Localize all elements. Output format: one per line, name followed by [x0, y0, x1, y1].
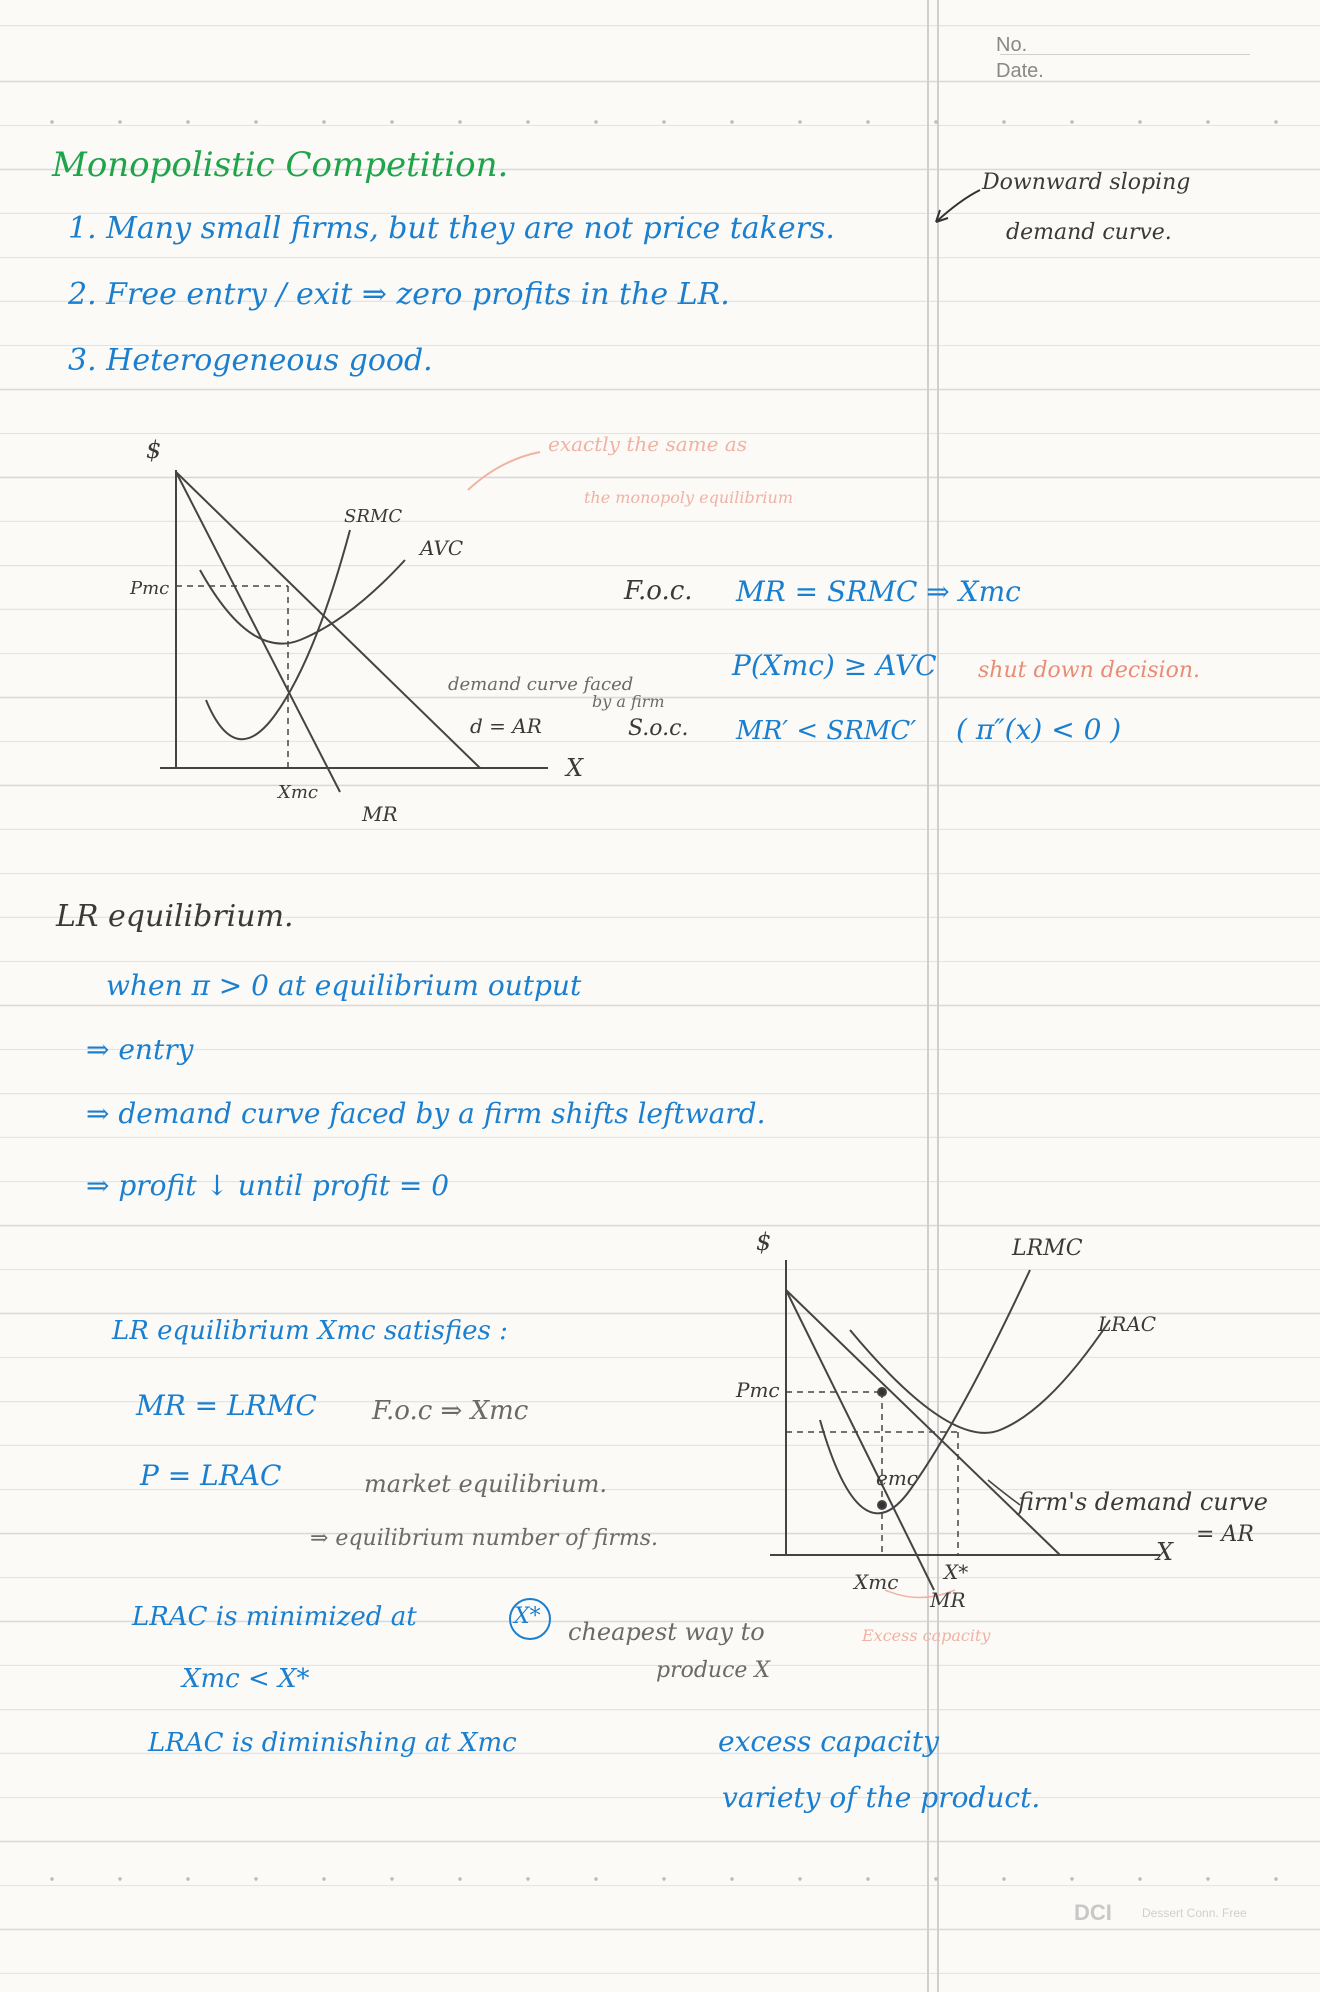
lr-heading: LR equilibrium. [56, 899, 294, 934]
lr-line-2: ⇒ entry [86, 1033, 194, 1066]
graph2-x-label: X [1156, 1538, 1174, 1566]
graph1-avc-label: AVC [420, 536, 464, 560]
monopoly-note-1: exactly the same as [548, 432, 747, 456]
graph2-demand-label-1: firm's demand curve [1018, 1488, 1268, 1516]
footer-brand: Dessert Conn. Free [1142, 1906, 1247, 1920]
graph1-avc-curve [200, 560, 405, 644]
graph1-p-label: Pmc [130, 578, 170, 599]
lr-line-4: ⇒ profit ↓ until profit = 0 [86, 1169, 450, 1202]
lr-condition-2-note: market equilibrium. [364, 1470, 607, 1498]
monopoly-note-arrow [468, 452, 540, 490]
lrac-diminishing: LRAC is diminishing at Xmc [148, 1728, 517, 1758]
point-2: 2. Free entry / exit ⇒ zero profits in the LR. [68, 277, 730, 312]
lr-condition-2: P = LRAC [140, 1459, 282, 1492]
lr-line-1: when π > 0 at equilibrium output [106, 969, 582, 1002]
foc-equation: MR = SRMC ⇒ Xmc [736, 575, 1021, 608]
xmc-less-xstar: Xmc < X* [182, 1664, 310, 1694]
soc-second-derivative: ( π″(x) < 0 ) [956, 713, 1122, 746]
graph2-xstar-label: X* [944, 1560, 969, 1584]
foc-label: F.o.c. [624, 576, 693, 606]
lr-line-3: ⇒ demand curve faced by a firm shifts leftward. [86, 1097, 766, 1130]
graph2-emc-label: emc [876, 1466, 919, 1490]
side-note-line1: Downward sloping [982, 170, 1191, 195]
graph1-srmc-curve [206, 530, 350, 739]
side-note-line2: demand curve. [1006, 220, 1172, 245]
soc-equation: MR′ < SRMC′ [736, 716, 917, 746]
graph1-demand-note-2: by a firm [592, 692, 665, 711]
cheapest-note-1: cheapest way to [568, 1618, 765, 1646]
graph1-mr-label: MR [362, 802, 398, 826]
graph1-y-label: $ [146, 436, 162, 464]
graph2-tangency-point [878, 1388, 886, 1396]
no-label: No. [996, 34, 1028, 56]
x-star-label: X* [514, 1604, 541, 1629]
date-label: Date. [996, 60, 1044, 82]
graph1-srmc-label: SRMC [344, 506, 403, 527]
side-note-arrow [936, 190, 980, 222]
graph2-lrmc-label: LRMC [1012, 1236, 1083, 1261]
graph2-lrac-curve [850, 1320, 1110, 1433]
variety-of-product: variety of the product. [722, 1781, 1041, 1814]
graph2-demand-label-2: = AR [1196, 1522, 1254, 1547]
graph2-lrac-label: LRAC [1098, 1312, 1157, 1336]
graph2-lrmc-curve [820, 1270, 1030, 1513]
graph-2 [770, 1260, 1160, 1598]
graph2-mr-line [786, 1290, 934, 1594]
lr-condition-1: MR = LRMC [136, 1389, 317, 1422]
graph2-emc-point [878, 1501, 886, 1509]
footer-logo: DCI [1074, 1900, 1112, 1925]
shutdown-condition: P(Xmc) ≥ AVC [732, 649, 937, 682]
lr-condition-2-result: ⇒ equilibrium number of firms. [310, 1526, 658, 1551]
graph2-xmc-label: Xmc [854, 1570, 899, 1594]
lr-condition-1-note: F.o.c ⇒ Xmc [372, 1396, 529, 1426]
graph1-xmc-label: Xmc [278, 782, 318, 803]
cheapest-note-2: produce X [656, 1658, 771, 1683]
excess-capacity: excess capacity [718, 1725, 939, 1758]
monopoly-note-2: the monopoly equilibrium [584, 488, 793, 507]
lr-min-line: LRAC is minimized at [132, 1602, 417, 1632]
point-1: 1. Many small firms, but they are not price takers. [68, 211, 835, 246]
graph2-excess-label: Excess capacity [862, 1626, 991, 1645]
page-title: Monopolistic Competition. [52, 145, 509, 185]
soc-label: S.o.c. [628, 716, 689, 741]
shutdown-note: shut down decision. [978, 658, 1200, 683]
graph1-demand-line [176, 472, 480, 768]
point-3: 3. Heterogeneous good. [68, 343, 433, 378]
graph1-x-label: X [566, 754, 584, 782]
lr-satisfies: LR equilibrium Xmc satisfies : [112, 1316, 508, 1346]
graph2-y-label: $ [756, 1228, 772, 1256]
graph2-p-label: Pmc [736, 1378, 780, 1402]
graph1-demand-note-1: demand curve faced [448, 674, 634, 695]
graph2-mr-label: MR [930, 1588, 966, 1612]
graph1-demand-label: d = AR [470, 714, 542, 738]
